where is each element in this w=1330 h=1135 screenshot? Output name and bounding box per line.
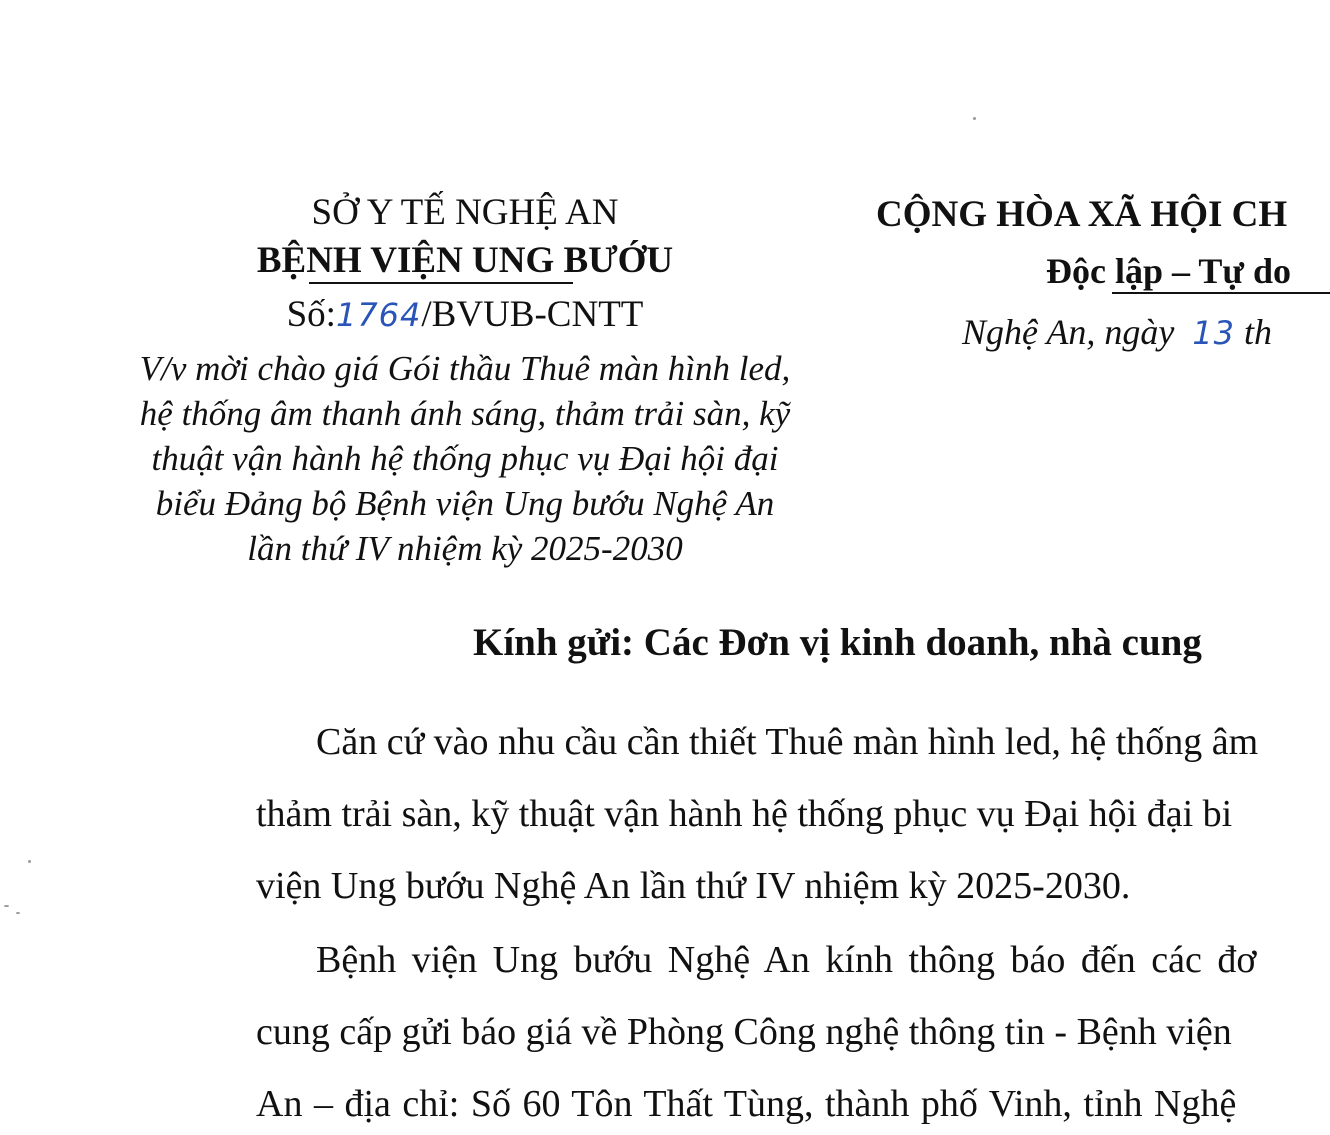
national-title: CỘNG HÒA XÃ HỘI CH: [876, 194, 1288, 235]
date-day-handwritten: 13: [1192, 314, 1236, 352]
scan-speck: [16, 912, 20, 914]
scan-speck: [973, 117, 976, 120]
scan-speck: [28, 860, 31, 863]
body-line: cung cấp gửi báo giá về Phòng Công nghệ thông tin - Bệnh viện: [256, 1011, 1232, 1053]
organization-name: [257, 236, 673, 286]
body-line: Bệnh viện Ung bướu Nghệ An kính thông báo đến các đơ: [316, 939, 1257, 981]
recipient-line: Kính gửi: Các Đơn vị kinh doanh, nhà cung: [473, 621, 1202, 664]
document-number-suffix: /BVUB-CNTT: [421, 294, 644, 335]
header-left: [60, 190, 870, 571]
body-line: An – địa chỉ: Số 60 Tôn Thất Tùng, thành phố Vinh, tỉnh Nghệ: [256, 1083, 1237, 1125]
parent-organization: SỞ Y TẾ NGHỆ AN: [311, 192, 619, 233]
subject-line: hệ thống âm thanh ánh sáng, thảm trải sàn, kỹ: [139, 394, 791, 433]
document-subject: [60, 346, 870, 571]
body-line: Căn cứ vào nhu cầu cần thiết Thuê màn hình led, hệ thống âm: [316, 721, 1259, 763]
body-line: thảm trải sàn, kỹ thuật vận hành hệ thống phục vụ Đại hội đại bi: [256, 793, 1233, 835]
subject-line: V/v mời chào giá Gói thầu Thuê màn hình led,: [139, 349, 791, 388]
subject-line: biểu Đảng bộ Bệnh viện Ung bướu Nghệ An: [155, 484, 775, 523]
scan-speck: [4, 905, 9, 907]
document-number-prefix: Số:: [286, 294, 336, 335]
subject-line: lần thứ IV nhiệm kỳ 2025-2030: [247, 529, 683, 568]
motto-underline: [1112, 292, 1330, 294]
national-motto: Độc lập – Tự do: [1046, 251, 1291, 291]
date-prefix: Nghệ An, ngày: [962, 312, 1175, 352]
body-line: viện Ung bướu Nghệ An lần thứ IV nhiệm kỳ 2025-2030.: [256, 865, 1131, 907]
subject-line: thuật vận hành hệ thống phục vụ Đại hội đại: [151, 439, 779, 478]
document-number-handwritten: 1764: [335, 296, 422, 334]
organization-underline: [309, 282, 573, 284]
organization-name-text: BỆNH VIỆN UNG BƯỚU: [256, 240, 674, 281]
document-date: [962, 311, 1272, 353]
document-number: [60, 286, 870, 344]
date-suffix: th: [1244, 312, 1273, 352]
